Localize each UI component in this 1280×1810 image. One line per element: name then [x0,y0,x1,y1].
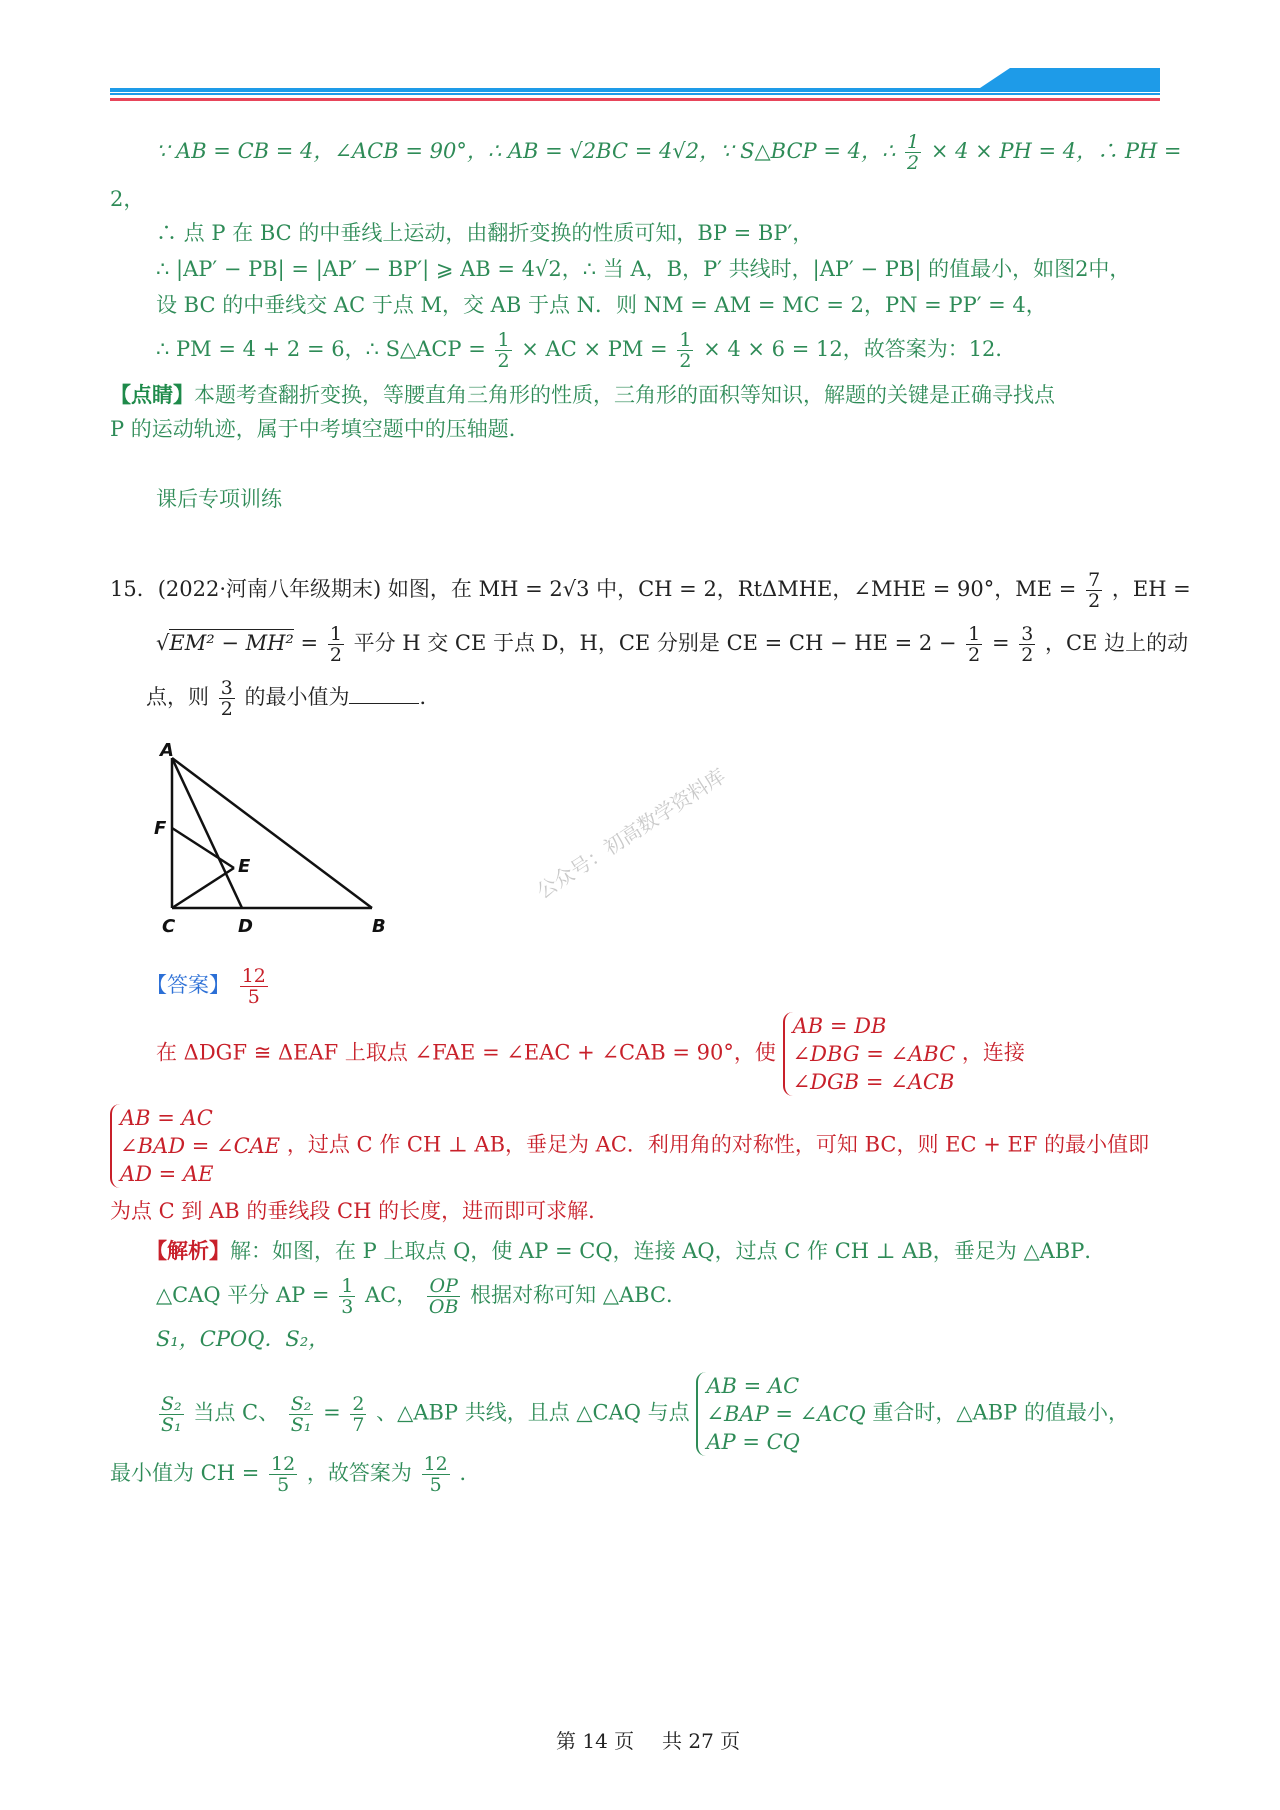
answer-tag: 【答案】 [146,973,230,997]
tip-line-1: 【点睛】本题考查翻折变换，等腰直角三角形的性质，三角形的面积等知识，解题的关键是正确寻找点 [110,382,1055,407]
tip-tag: 【点睛】 [110,382,194,407]
label-B: B [372,916,386,937]
label-C: C [162,916,176,937]
footer-page: 第 14 页 [556,1729,635,1753]
analysis-red-line-3: 为点 C 到 AB 的垂线段 CH 的长度，进而即可求解． [110,1199,610,1223]
prev-line-6: ∴ PM = 4 + 2 = 6，∴ S△ACP = $\frac{1}{2}$ × AC × PM = $\frac{1}{2}$ × 4 × 6 = 12，故答案为：12． [156,329,1017,372]
system-2: AB = AC ∠BAD = ∠CAE AD = AE [110,1104,280,1188]
analysis-green-line-4: $\frac{\text{S₂}}{\text{S₁}}$ 当点 C、 $\frac{\text{S₂}}{\text{S₁}}$ = $\frac{2}{7}$ 、△ABP 共线，且点 △CAQ 与点 AB = AC ∠BAP = ∠ACQ AP = CQ 重合时，△ABP 的值最小， [161,1374,1129,1454]
header-bar [110,66,1160,106]
label-D: D [238,916,253,937]
tip-line-2: P 的运动轨迹，属于中考填空题中的压轴题． [110,417,530,441]
prev-line-5: 设 BC 的中垂线交 AC 于点 M，交 AB 于点 N．则 NM = AM = MC = 2，PN = PP′ = 4， [156,293,1047,317]
section-title: 课后专项训练 [156,487,282,511]
footer-total: 共 27 页 [662,1729,741,1753]
system-1: AB = DB ∠DBG = ∠ABC ∠DGB = ∠ACB [783,1012,956,1096]
label-F: F [154,818,167,839]
label-E: E [238,856,251,877]
analysis-green-line-2: △CAQ 平分 AP = $\frac{1}{3}$ AC， $\frac{OP}{OB}$ 根据对称可知 △ABC． [156,1275,688,1318]
triangle-figure [150,738,400,938]
prev-line-3: ∴ 点 P 在 BC 的中垂线上运动，由翻折变换的性质可知，BP = BP′， [156,221,814,245]
problem-line-1: 15．(2022·河南八年级期末) 如图，在 MH = 2√3 中，CH = 2，RtΔMHE，∠MHE = 90°，ME = $\frac{7}{2}$ ，EH = [110,569,1191,612]
analysis-green-line-1: 【解析】解：如图，在 P 上取点 Q，使 AP = CQ，连接 AQ，过点 C 作 CH ⊥ AB，垂足为 △ABP． [146,1238,1106,1263]
system-3: AB = AC ∠BAP = ∠ACQ AP = CQ [696,1372,865,1456]
analysis-green-line-5: 最小值为 CH = $\frac{12}{5}$ ，故答案为 $\frac{12}{5}$ ． [110,1453,481,1496]
problem-line-2: √EM² − MH² = $\frac{1}{2}$ 平分 H 交 CE 于点 D，H，CE 分别是 CE = CH − HE = 2 − $\frac{1}{2}$ = $\frac{3}{2}$ ，CE 边上的动 [156,623,1189,666]
prev-line-1: ∵ AB = CB = 4，∠ACB = 90°，∴ AB = √2BC = 4√2，∵ S△BCP = 4，∴ $\frac{1}{2}$ × 4 × PH = 4，∴ PH = [156,131,1182,174]
analysis-red-line-2: AB = AC ∠BAD = ∠CAE AD = AE ，过点 C 作 CH ⊥ AB，垂足为 AC．利用角的对称性，可知 BC，则 EC + EF 的最小值即 [110,1104,1149,1188]
analysis-tag: 【解析】 [146,1238,230,1263]
label-A: A [160,740,174,761]
prev-line-2: 2， [110,187,145,211]
prev-line-4: ∴ |AP′ − PB| = |AP′ − BP′| ⩾ AB = 4√2，∴ 当 A，B，P′ 共线时，|AP′ − PB| 的值最小，如图2中， [156,257,1131,281]
answer-blank [349,703,419,704]
problem-line-3: 点，则 $\frac{3}{2}$ 的最小值为 ． [146,677,441,720]
answer-line: 【答案】 $\frac{12}{5}$ [146,965,266,1008]
analysis-red-line-1: 在 ΔDGF ≅ ΔEAF 上取点 ∠FAE = ∠EAC + ∠CAB = 90°，使 AB = DB ∠DBG = ∠ABC ∠DGB = ∠ACB ，连接 [156,1014,1025,1094]
analysis-green-line-3: S₁，CPOQ．S₂， [156,1327,330,1351]
watermark: 公众号：初高数学资料库 [532,763,730,904]
